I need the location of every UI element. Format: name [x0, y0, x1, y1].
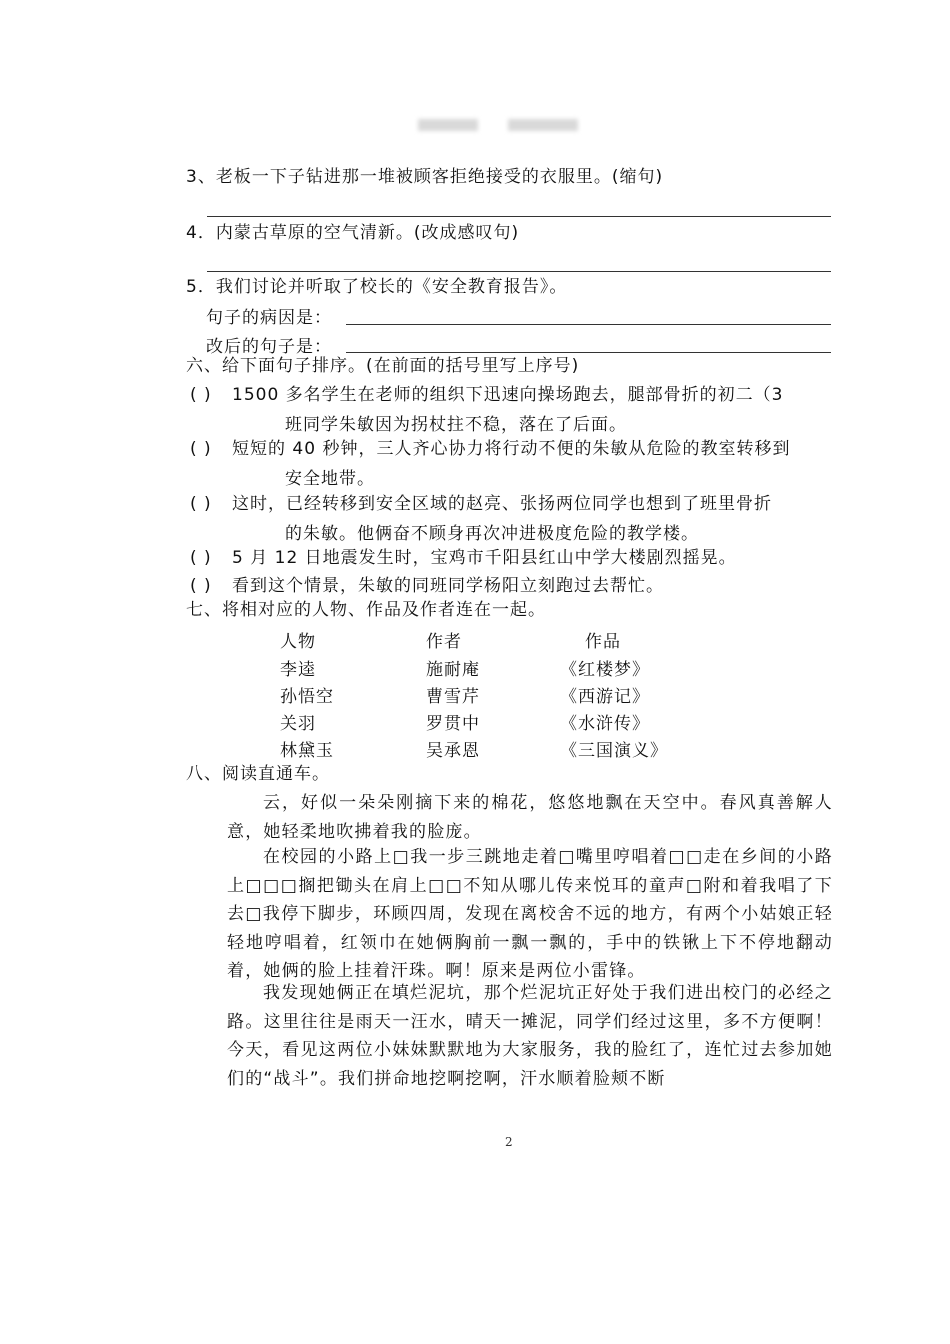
matching-work[interactable]: 《红楼梦》	[560, 660, 650, 680]
matching-author[interactable]: 吴承恩	[426, 741, 480, 761]
question-4: 4．内蒙古草原的空气清新。(改成感叹句)	[186, 223, 520, 243]
question-5: 5．我们讨论并听取了校长的《安全教育报告》。	[186, 277, 568, 297]
matching-work[interactable]: 《西游记》	[560, 687, 650, 707]
matching-author[interactable]: 曹雪芹	[426, 687, 480, 707]
section-6-title: 六、给下面句子排序。(在前面的括号里写上序号)	[186, 356, 580, 376]
sort-item-text: 短短的 40 秒钟，三人齐心协力将行动不便的朱敏从危险的教室转移到	[232, 439, 791, 459]
answer-line	[346, 352, 831, 353]
matching-character[interactable]: 李逵	[280, 660, 316, 680]
matching-character[interactable]: 关羽	[280, 714, 316, 734]
question-3: 3、老板一下子钻进那一堆被顾客拒绝接受的衣服里。(缩句)	[186, 167, 664, 187]
sort-item-text: 5 月 12 日地震发生时，宝鸡市千阳县红山中学大楼剧烈摇晃。	[232, 548, 737, 568]
answer-line	[207, 216, 831, 217]
reason-label: 句子的病因是：	[206, 308, 332, 328]
reading-paragraph-1: 云，好似一朵朵刚摘下来的棉花，悠悠地飘在天空中。春风真善解人意，她轻柔地吹拂着我的脸庞。	[227, 793, 833, 842]
blurred-header	[418, 119, 478, 131]
reading-paragraph-2: 在校园的小路上□我一步三跳地走着□嘴里哼唱着□□走在乡间的小路上□□□搁把锄头在肩上□□不知从哪儿传来悦耳的童声□附和着我唱了下去□我停下脚步，环顾四周，发现在离校舍不远的地方，有两个小姑娘正轻轻地哼唱着，红领巾在她俩胸前一飘一飘的，手中的铁锹上下不停地翻动着，她俩的脸上挂着汗珠。啊！原来是两位小雷锋。	[227, 847, 833, 982]
sort-item-text: 班同学朱敏因为拐杖拄不稳，落在了后面。	[285, 415, 627, 435]
sort-item-text: 安全地带。	[285, 469, 375, 489]
answer-bracket[interactable]: ( )	[190, 385, 212, 405]
fixed-sentence-label: 改后的句子是：	[206, 337, 332, 357]
column-header-author: 作者	[426, 632, 462, 652]
matching-character[interactable]: 林黛玉	[280, 741, 334, 761]
blurred-header	[508, 119, 578, 131]
matching-work[interactable]: 《水浒传》	[560, 714, 650, 734]
answer-bracket[interactable]: ( )	[190, 548, 212, 568]
answer-line	[346, 324, 831, 325]
section-8-title: 八、阅读直通车。	[186, 764, 330, 784]
sort-item-text: 看到这个情景，朱敏的同班同学杨阳立刻跑过去帮忙。	[232, 576, 664, 596]
section-7-title: 七、将相对应的人物、作品及作者连在一起。	[186, 600, 546, 620]
sort-item-text: 这时，已经转移到安全区域的赵亮、张扬两位同学也想到了班里骨折	[232, 494, 772, 514]
column-header-character: 人物	[280, 632, 316, 652]
page-number: 2	[505, 1135, 513, 1149]
column-header-work: 作品	[585, 632, 621, 652]
matching-work[interactable]: 《三国演义》	[560, 741, 668, 761]
answer-bracket[interactable]: ( )	[190, 576, 212, 596]
sort-item-text: 的朱敏。他俩奋不顾身再次冲进极度危险的教学楼。	[285, 524, 699, 544]
reading-paragraph-3: 我发现她俩正在填烂泥坑，那个烂泥坑正好处于我们进出校门的必经之路。这里往往是雨天一汪水，晴天一摊泥，同学们经过这里，多不方便啊！今天，看见这两位小妹妹默默地为大家服务，我的脸红了，连忙过去参加她们的“战斗”。我们拼命地挖啊挖啊，汗水顺着脸颊不断	[227, 983, 833, 1089]
answer-bracket[interactable]: ( )	[190, 494, 212, 514]
answer-bracket[interactable]: ( )	[190, 439, 212, 459]
sort-item-text: 1500 多名学生在老师的组织下迅速向操场跑去，腿部骨折的初二（3	[232, 385, 784, 405]
answer-line	[207, 271, 831, 272]
matching-author[interactable]: 施耐庵	[426, 660, 480, 680]
matching-character[interactable]: 孙悟空	[280, 687, 334, 707]
matching-author[interactable]: 罗贯中	[426, 714, 480, 734]
